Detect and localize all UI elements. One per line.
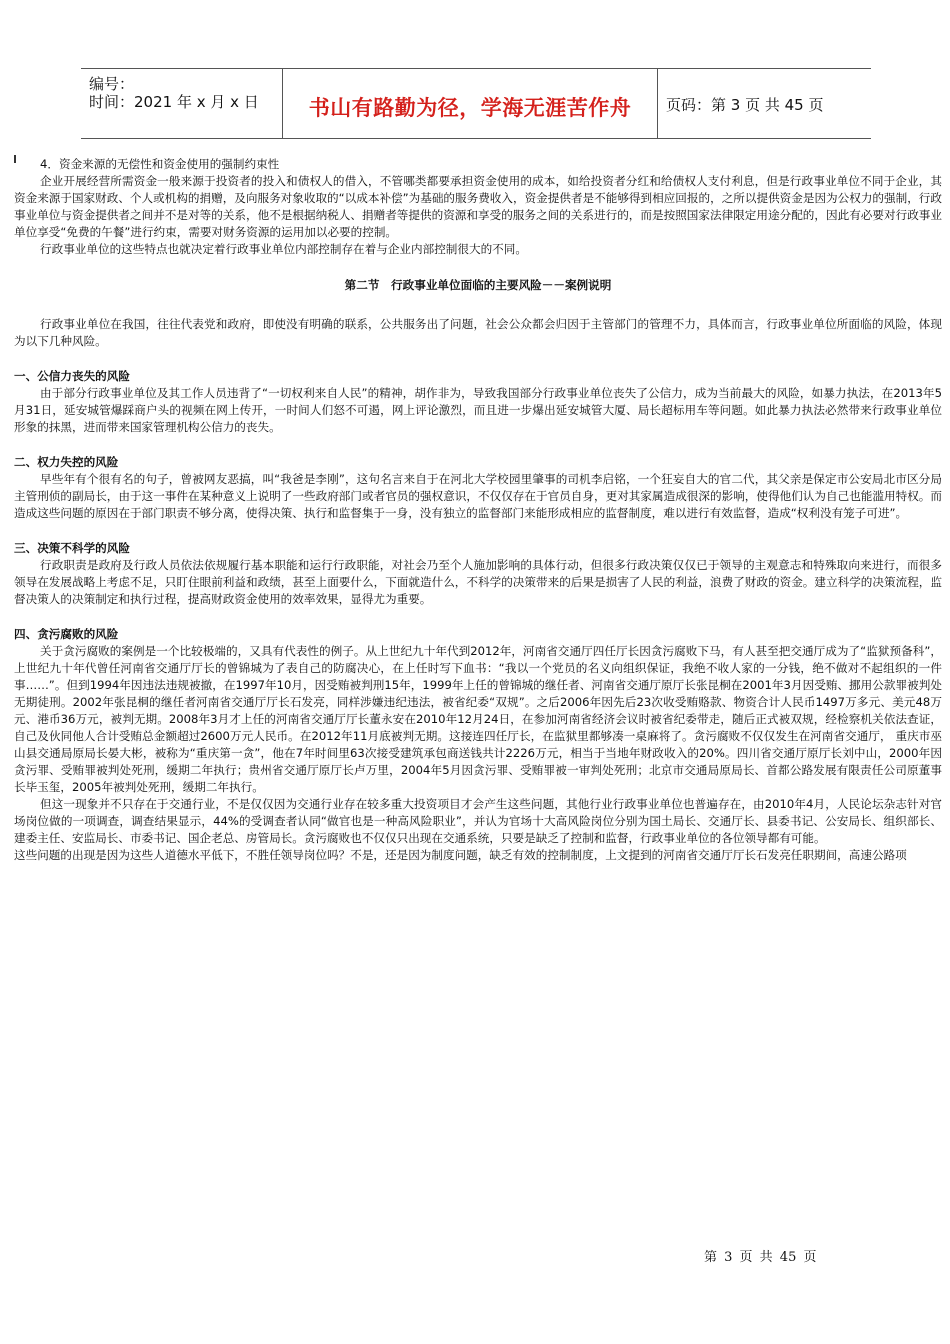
header-meta-cell <box>81 69 283 138</box>
risk-heading: 三、决策不科学的风险 <box>14 541 130 555</box>
paragraph: 行政职责是政府及行政人员依法依规履行基本职能和运行行政职能，对社会乃至个人施加影响的具体行动，但很多行政决策仅仅已于领导的主观意志和特殊取向来进行，而很多领导在发展战略上考虑不足，只盯住眼前利益和政绩，甚至上面要什么，下面就造什么，不科学的决策带来的后果是损害了人民的利益，浪费了财政的资金。建立科学的决策流程，监督决策人的决策制定和执行过程，提高财政资金使用的效率效果，显得尤为重要。 <box>14 558 942 606</box>
header-page-cell <box>658 69 871 138</box>
risk-heading: 一、公信力丧失的风险 <box>14 369 130 383</box>
document-date: 时间：2021 年 x 月 x 日 <box>89 93 259 111</box>
paragraph: 早些年有个很有名的句子，曾被网友恶搞，叫“我爸是李刚”，这句名言来自于在河北大学校园里肇事的司机李启铭，一个狂妄自大的官二代，其父亲是保定市公安局北市区分局主管刑侦的副局长，由于这一事件在某种意义上说明了一些政府部门或者官员的强权意识，不仅仅存在于官员自身，更对其家属造成很深的影响，使得他们认为自己也能滥用特权。而造成这些问题的原因在于部门职责不够分离，使得决策、执行和监督集于一身，没有独立的监督部门来能形成相应的监督制度，难以进行有效监督，造成“权利没有笼子可进”。 <box>14 472 942 520</box>
page-footer: 第 3 页 共 45 页 <box>704 1250 817 1265</box>
document-code-label: 编号： <box>89 75 135 93</box>
risk-heading: 四、贪污腐败的风险 <box>14 627 119 641</box>
paragraph: 行政事业单位的这些特点也就决定着行政事业单位内部控制存在着与企业内部控制很大的不同。 <box>40 242 527 256</box>
document-body <box>14 156 942 864</box>
paragraph: 关于贪污腐败的案例是一个比较极端的，又具有代表性的例子。从上世纪九十年代到2012年，河南省交通厅四任厅长因贪污腐败下马，有人甚至把交通厅成为了“监狱预备科”，上世纪九十年代曾任河南省交通厅厅长的曾锦城为了表自己的防腐决心，在上任时写下血书：“我以一个党员的名义向组织保证，我绝不收人家的一分钱，绝不做对不起组织的一件事……”。但到1994年因违法违规被撤，在1997年10月，因受贿被判刑15年，1999年上任的曾锦城的继任者、河南省交通厅原厅长张昆桐在2001年3月因受贿、挪用公款罪被判处无期徒刑。2002年张昆桐的继任者河南省交通厅厅长石发亮，同样涉嫌违纪违法，被省纪委“双规”。之后2006年因先后23次收受贿赂款、物资合计人民币1497万多元、美元48万元、港币36万元，被判无期。2008年3月才上任的河南省交通厅厅长董永安在2010年12月24日，在参加河南省经济会议时被省纪委带走，随后正式被双规，经检察机关依法查证，自己及伙同他人合计受贿总金额超过2600万元人民币。在2012年11月底被判无期。这接连四任厅长，在监狱里都够凑一桌麻将了。贪污腐败不仅仅发生在河南省交通厅， 重庆市巫山县交通局原局长晏大彬，被称为“重庆第一贪”，他在7年时间里63次接受建筑承包商送钱共计2226万元，相当于当地年财政收入的20%。四川省交通厅原厅长刘中山，2000年因贪污罪、受贿罪被判处死刑，缓期二年执行；贵州省交通厅原厅长卢万里，2004年5月因贪污罪、受贿罪被一审判处死刑；北京市交通局原局长、首都公路发展有限责任公司原董事长毕玉玺，2005年被判处死刑，缓期二年执行。 <box>14 644 942 794</box>
document-header <box>81 68 871 139</box>
motto-text: 书山有路勤为径，学海无涯苦作舟 <box>308 95 632 120</box>
paragraph: 行政事业单位在我国，往往代表党和政府，即使没有明确的联系，公共服务出了问题，社会公众都会归因于主管部门的管理不力，具体而言，行政事业单位所面临的风险，体现为以下几种风险。 <box>14 317 942 348</box>
header-motto-cell <box>283 69 658 138</box>
paragraph: 企业开展经营所需资金一般来源于投资者的投入和债权人的借入，不管哪类都要承担资金使用的成本，如给投资者分红和给债权人支付利息，但是行政事业单位不同于企业，其资金来源于国家财政、个人或机构的捐赠，及向服务对象收取的“以成本补偿”为基础的服务费收入，资金提供者是不能够得到相应回报的，之所以提供资金是因为公权力的强制，行政事业单位与资金提供者之间并不是对等的关系，他不是根据纳税人、捐赠者等提供的资源和享受的服务之间的关系进行的，而是按照国家法律限定用途分配的，因此有必要对行政事业单位享受“免费的午餐”进行约束，需要对财务资源的运用加以必要的控制。 <box>14 174 942 239</box>
risk-heading: 二、权力失控的风险 <box>14 455 119 469</box>
paragraph: 但这一现象并不只存在于交通行业，不是仅仅因为交通行业存在较多重大投资项目才会产生这些问题，其他行业行政事业单位也普遍存在，由2010年4月，人民论坛杂志针对官场岗位做的一项调查，调查结果显示，44%的受调查者认同“做官也是一种高风险职业”，并认为官场十大高风险岗位分别为国土局长、交通厅长、县委书记、公安局长、组织部长、建委主任、安监局长、市委书记、国企老总、房管局长。贪污腐败也不仅仅只出现在交通系统，只要是缺乏了控制和监督，行政事业单位的各位领导都有可能。 <box>14 797 942 845</box>
paragraph-truncated: 这些问题的出现是因为这些人道德水平低下，不胜任领导岗位吗？不是，还是因为制度问题，缺乏有效的控制制度，上文提到的河南省交通厅厅长石发亮任职期间，高速公路项 <box>14 848 907 862</box>
paragraph: 由于部分行政事业单位及其工作人员违背了“一切权利来自人民”的精神，胡作非为，导致我国部分行政事业单位丧失了公信力，成为当前最大的风险，如暴力执法，在2013年5月31日，延安城管爆踩商户头的视频在网上传开，一时间人们怒不可遏，网上评论激烈，而且进一步爆出延安城管大厦、局长超标用车等问题。如此暴力执法必然带来行政事业单位形象的抹黑，进而带来国家管理机构公信力的丧失。 <box>14 386 942 434</box>
header-page-info: 页码：第 3 页 共 45 页 <box>666 96 824 114</box>
paragraph-subheading: 4．资金来源的无偿性和资金使用的强制约束性 <box>40 157 280 171</box>
section-title: 第二节 行政事业单位面临的主要风险－－案例说明 <box>344 278 612 292</box>
